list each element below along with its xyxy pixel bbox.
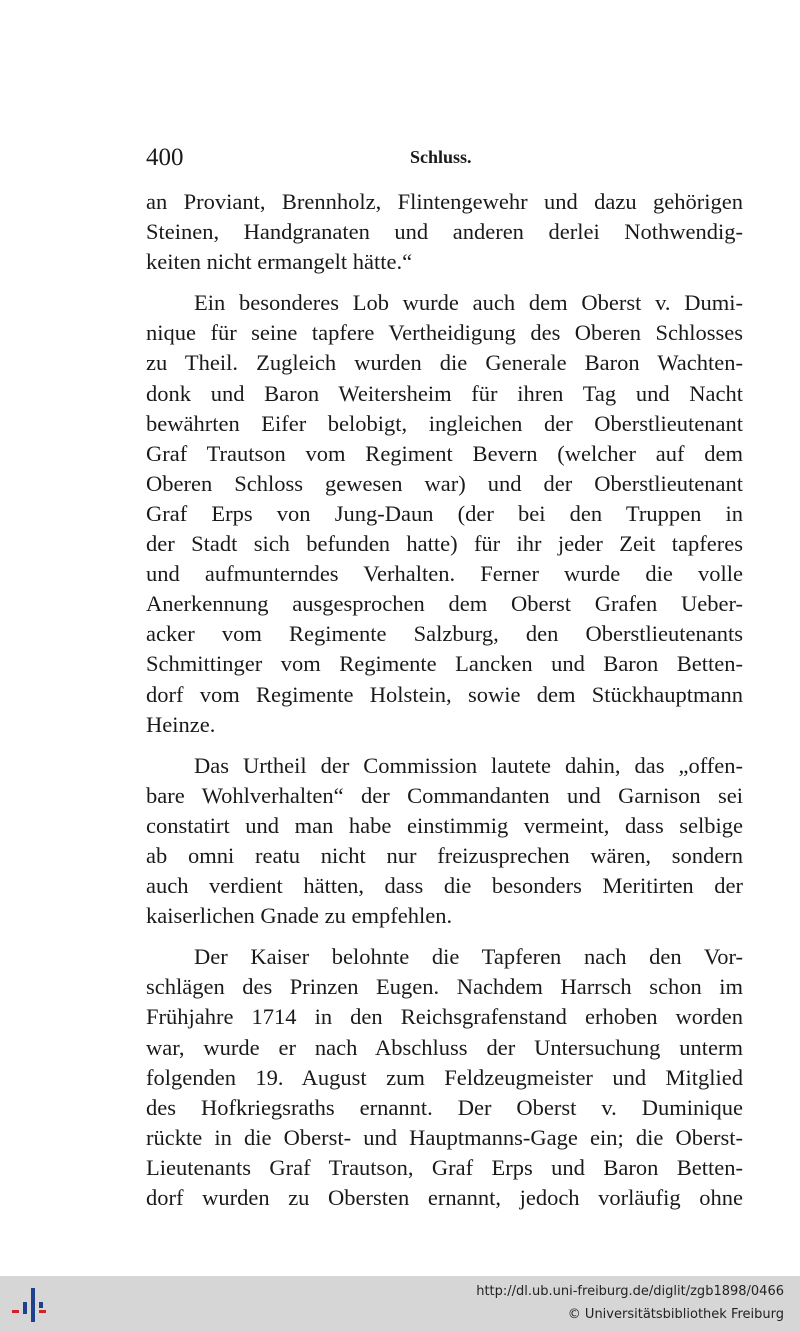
text-line: Anerkennung ausgesprochen dem Oberst Grafen Ueber- — [146, 591, 743, 617]
text-line: Das Urtheil der Commission lautete dahin, das „offen- — [194, 752, 743, 778]
page-number: 400 — [146, 144, 184, 171]
text-line: bare Wohlverhalten“ der Commandanten und Garnison sei — [146, 782, 743, 808]
text-line: Steinen, Handgranaten und anderen derlei Nothwendig- — [146, 219, 743, 245]
paragraph — [146, 187, 743, 277]
ub-freiburg-logo-icon[interactable] — [10, 1284, 50, 1324]
paragraph — [146, 751, 743, 932]
text-line: donk und Baron Weitersheim für ihren Tag und Nacht — [146, 380, 743, 406]
text-line: Schmittinger vom Regimente Lancken und Baron Betten- — [146, 651, 743, 677]
text-line: Graf Erps von Jung-Daun (der bei den Truppen in — [146, 500, 743, 526]
page-body — [146, 187, 743, 1213]
text-line: nique für seine tapfere Vertheidigung des Oberen Schlosses — [146, 320, 743, 346]
text-line: an Proviant, Brennholz, Flintengewehr und dazu gehörigen — [146, 189, 743, 214]
text-line: keiten nicht ermangelt hätte.“ — [146, 249, 413, 275]
paragraph — [146, 288, 743, 739]
page-header — [146, 144, 743, 174]
footer-bar — [0, 1276, 800, 1331]
text-line: dorf wurden zu Obersten ernannt, jedoch vorläufig ohne — [146, 1185, 743, 1210]
text-line: des Hofkriegsraths ernannt. Der Oberst v. Duminique — [146, 1094, 743, 1120]
text-line: Der Kaiser belohnte die Tapferen nach den Vor- — [194, 944, 743, 970]
text-line: Heinze. — [146, 711, 216, 737]
text-line: zu Theil. Zugleich wurden die Generale Baron Wachten- — [146, 350, 743, 376]
text-line: schlägen des Prinzen Eugen. Nachdem Harrsch schon im — [146, 974, 743, 1000]
text-line: Graf Trautson vom Regiment Bevern (welcher auf dem — [146, 440, 743, 466]
running-title: Schluss. — [410, 147, 472, 167]
copyright-text: © Universitätsbibliothek Freiburg — [567, 1307, 784, 1322]
text-line: folgenden 19. August zum Feldzeugmeister und Mitglied — [146, 1064, 743, 1090]
text-line: constatirt und man habe einstimmig vermeint, dass selbige — [146, 812, 743, 838]
text-line: rückte in die Oberst- und Hauptmanns-Gage ein; die Oberst- — [146, 1124, 743, 1150]
text-line: und aufmunterndes Verhalten. Ferner wurde die volle — [146, 561, 743, 587]
text-line: acker vom Regimente Salzburg, den Oberstlieutenants — [146, 621, 743, 647]
text-line: auch verdient hätten, dass die besonders Meritirten der — [146, 873, 743, 899]
text-line: dorf vom Regimente Holstein, sowie dem Stückhauptmann — [146, 681, 743, 707]
text-line: war, wurde er nach Abschluss der Untersuchung unterm — [146, 1034, 743, 1060]
text-line: Frühjahre 1714 in den Reichsgrafenstand erhoben worden — [146, 1004, 743, 1030]
text-line: der Stadt sich befunden hatte) für ihr jeder Zeit tapferes — [146, 531, 743, 557]
text-line: ab omni reatu nicht nur freizusprechen wären, sondern — [146, 842, 743, 868]
text-line: bewährten Eifer belobigt, ingleichen der Oberstlieutenant — [146, 410, 743, 436]
text-line: Lieutenants Graf Trautson, Graf Erps und Baron Betten- — [146, 1154, 743, 1180]
text-line: kaiserlichen Gnade zu empfehlen. — [146, 903, 453, 929]
text-line: Ein besonderes Lob wurde auch dem Oberst v. Dumi- — [194, 290, 743, 316]
source-url-link[interactable]: http://dl.ub.uni-freiburg.de/diglit/zgb1898/0466 — [476, 1284, 784, 1299]
paragraph — [146, 942, 743, 1213]
text-line: Oberen Schloss gewesen war) und der Oberstlieutenant — [146, 470, 743, 496]
